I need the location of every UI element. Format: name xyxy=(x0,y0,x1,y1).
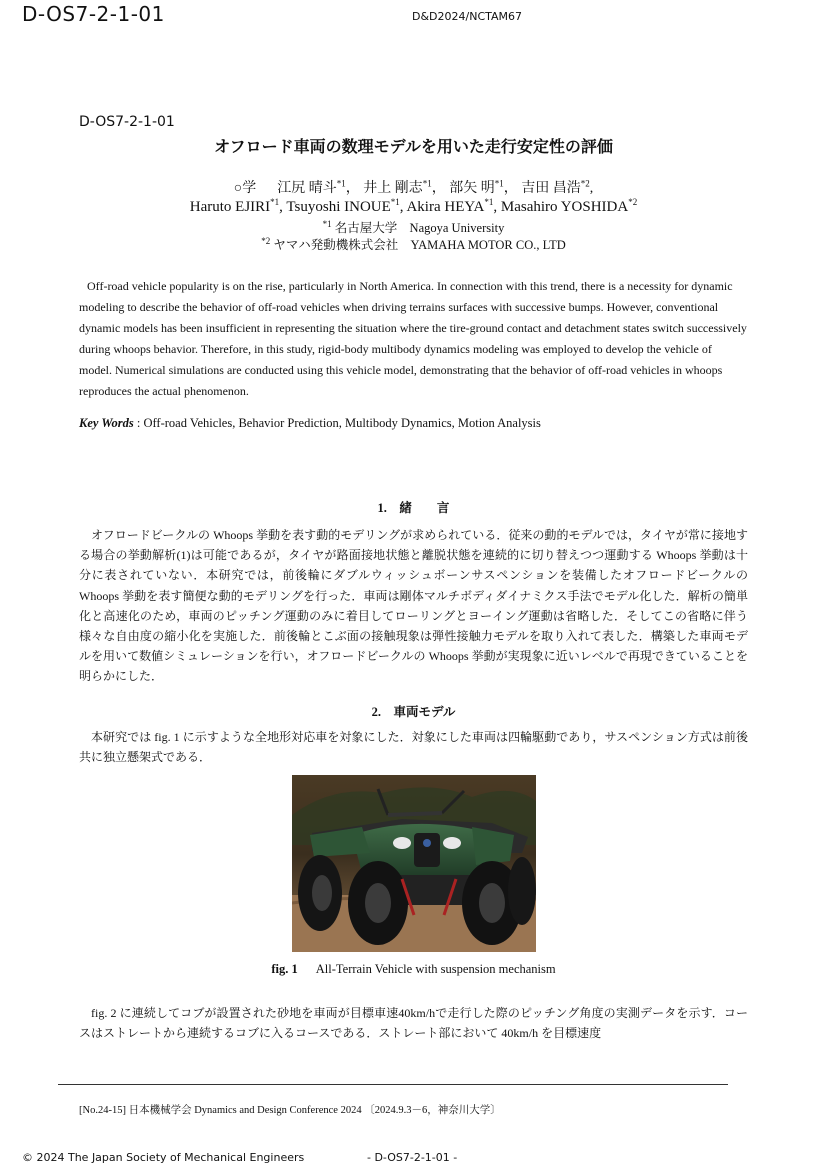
author-en: Masahiro YOSHIDA xyxy=(500,199,629,215)
atv-photo xyxy=(292,775,536,952)
affiliation-2 xyxy=(0,235,827,253)
section-heading-intro: 1. 緒 言 xyxy=(377,501,450,515)
header-conference-code: D&D2024/NCTAM67 xyxy=(412,10,523,23)
author-separator: ， xyxy=(503,181,518,196)
affiliation-mark: *1 xyxy=(322,218,332,229)
presenter-mark: ○学 xyxy=(233,181,257,196)
paragraph-after-figure: fig. 2 に連続してコブが設置された砂地を車両が目標車速40km/hで走行した際のピッチング角度の実測データを示す．コースはストレートから連続するコブに入るコースである．ストレート部において 40km/h を目標速度 xyxy=(79,1006,748,1041)
author-affil-mark: *1 xyxy=(484,197,494,207)
author-jp: 吉田 昌浩 xyxy=(521,181,581,196)
author-separator: ， xyxy=(431,181,446,196)
abstract: Off-road vehicle popularity is on the rise, particularly in North America. In connection with this trend, there is a necessity for dynamic modeling to describe the behavior of off-road vehicles when driving terrains surfaces with successive bumps. However, conventional dynamic models has been insufficient in representing the situation where the tire-ground contact and detachment states switch successively during whoops behavior. Therefore, in this study, rigid-body multibody dynamics modeling was employed to develop the vehicle of model. Numerical simulations are conducted using this vehicle model, demonstrating that the behavior of off-road vehicles in whoops reproduces the actual phenomenon. xyxy=(79,279,747,398)
section-paragraph-intro: オフロードビークルの Whoops 挙動を表す動的モデリングが求められている．従来の動的モデルでは，タイヤが常に接地する場合の挙動解析(1)は可能であるが，タイヤが路面接地状態と離脱状態を連続的に切り替えつつ運動する Whoops 挙動は十分に表されていない．本研究では，前後輪にダブルウィッシュボーンサスペンションを装備したオフロードビークルの Whoops 挙動を表す簡便な動的モデリングを行った．車両は剛体マルチボディダイナミクス手法でモデル化した．解析の簡単化と高速化のため，車両のピッチング運動のみに着目してローリングとヨーイング運動は省略した．そしてこの省略に伴う様々な自由度の縮小化を実施した．前後輪とこぶ面の接触現象は弾性接触力モデルを取り入れて表した．構築した車両モデルを用いて数値シミュレーションを行い，オフロードビークルの Whoops 挙動が実現象に近いレベルで再現できていることを明らかにした． xyxy=(79,528,748,684)
document-id: D-OS7-2-1-01 xyxy=(79,114,175,130)
footnote-divider xyxy=(58,1084,728,1085)
author-separator: , xyxy=(493,199,501,215)
footnote: [No.24-15] 日本機械学会 Dynamics and Design Conference 2024 〔2024.9.3－6，神奈川大学〕 xyxy=(79,1105,501,1116)
author-affil-mark: *1 xyxy=(494,178,504,189)
paper-title: オフロード車両の数理モデルを用いた走行安定性の評価 xyxy=(214,137,613,156)
author-en: Haruto EJIRI xyxy=(189,199,271,215)
keywords-label: Key Words xyxy=(79,416,134,430)
author-affil-mark: *1 xyxy=(336,178,346,189)
author-affil-mark: *1 xyxy=(270,197,280,207)
author-separator: , xyxy=(589,181,594,196)
affiliation-en: Nagoya University xyxy=(409,221,505,235)
author-affil-mark: *1 xyxy=(390,197,400,207)
authors-japanese xyxy=(0,177,827,197)
affiliation-mark: *2 xyxy=(261,235,271,246)
figure-label: fig. 1 xyxy=(271,962,298,976)
author-jp: 江尻 晴斗 xyxy=(277,181,337,196)
author-separator: , xyxy=(279,199,287,215)
affiliation-jp: 名古屋大学 xyxy=(334,221,398,235)
authors-english xyxy=(0,197,827,216)
author-affil-mark: *2 xyxy=(628,197,638,207)
author-jp: 部矢 明 xyxy=(449,181,495,196)
affiliation-jp: ヤマハ発動機株式会社 xyxy=(273,238,399,252)
copyright: © 2024 The Japan Society of Mechanical Engineers xyxy=(22,1151,305,1164)
figure-caption-text: All-Terrain Vehicle with suspension mechanism xyxy=(315,962,556,976)
author-separator: ， xyxy=(345,181,360,196)
author-jp: 井上 剛志 xyxy=(363,181,423,196)
figure-caption xyxy=(0,962,827,977)
keywords xyxy=(79,416,541,431)
author-en: Tsuyoshi INOUE xyxy=(286,199,391,215)
page-label: - D-OS7-2-1-01 - xyxy=(367,1151,458,1164)
keywords-text: : Off-road Vehicles, Behavior Prediction, Multibody Dynamics, Motion Analysis xyxy=(133,416,541,430)
section-heading-vehicle-model: 2. 車両モデル xyxy=(371,705,456,719)
author-affil-mark: *2 xyxy=(580,178,590,189)
author-en: Akira HEYA xyxy=(406,199,485,215)
section-paragraph-vehicle-model: 本研究では fig. 1 に示すような全地形対応車を対象にした．対象にした車両は四輪駆動であり，サスペンション方式は前後共に独立懸架式である． xyxy=(79,730,748,765)
author-separator: , xyxy=(399,199,407,215)
affiliation-1 xyxy=(0,218,827,236)
header-paper-id: D-OS7-2-1-01 xyxy=(22,2,165,26)
affiliation-en: YAMAHA MOTOR CO., LTD xyxy=(410,238,566,252)
author-affil-mark: *1 xyxy=(422,178,432,189)
